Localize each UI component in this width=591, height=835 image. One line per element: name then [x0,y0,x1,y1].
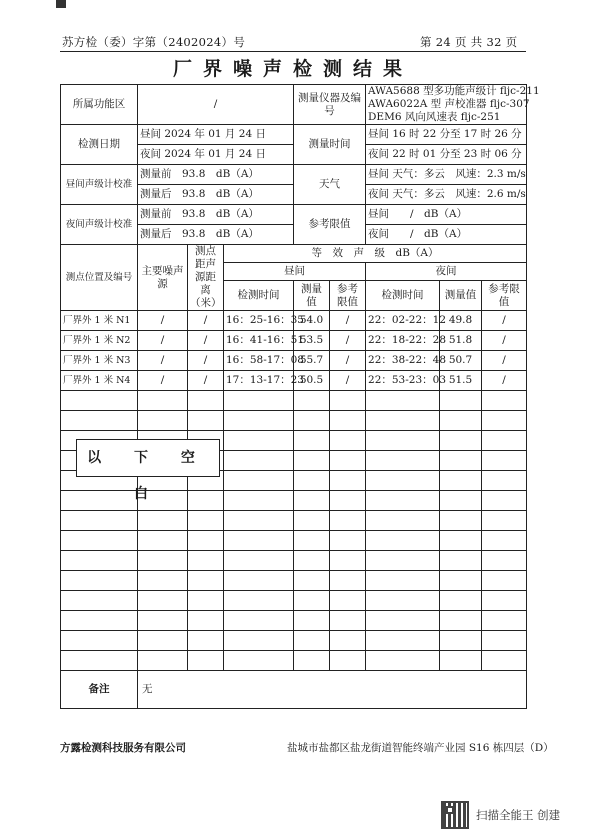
blank-below-stamp: 以 下 空 白 [76,439,220,477]
empty-row [61,531,527,551]
page-title: 厂界噪声检测结果 [172,58,413,80]
func-area-value: / [138,85,294,125]
day-cal-label: 昼间声级计校准 [61,165,138,205]
cell-night-value: 50.7 [440,351,482,371]
empty-row [61,651,527,671]
remark-value: 无 [138,671,527,709]
instrument-item: DEM6 风向风速表 fljc-251 [368,111,501,123]
report-number: 苏方检（委）字第（2402024）号 [62,35,246,49]
row-day-cal-before [61,165,527,185]
cell-night-time: 22：02-22：12 [366,311,440,331]
cell-night-value: 49.8 [440,311,482,331]
page-info: 第 24 页 共 32 页 [420,35,518,49]
cell-distance: / [188,351,224,371]
col-source-header: 主要噪声源 [138,245,188,311]
date-label: 检测日期 [61,125,138,165]
table-row [61,351,527,371]
night-cal-before: 测量前 93.8 dB（A） [138,205,294,225]
footer-address: 盐城市盐都区盐龙街道智能终端产业园 S16 栋四层（D） [287,742,554,754]
cell-night-value: 51.5 [440,371,482,391]
col-night-header: 夜间 [366,263,527,281]
table-row [61,331,527,351]
time-day: 昼间 16 时 22 分至 17 时 26 分 [366,125,527,145]
cell-day-value: 53.5 [294,331,330,351]
cell-source: / [138,371,188,391]
cell-day-value: 50.5 [294,371,330,391]
row-instruments [61,85,527,125]
col-distance-header: 测点距声源距离（米） [188,245,224,311]
cell-source: / [138,311,188,331]
day-cal-after: 测量后 93.8 dB（A） [138,185,294,205]
cell-distance: / [188,331,224,351]
cell-point: 厂界外 1 米 N4 [61,371,138,391]
cell-day-time: 17：13-17：23 [224,371,294,391]
instrument-label: 测量仪器及编号 [294,85,366,125]
time-label: 测量时间 [294,125,366,165]
cell-night-time: 22：53-23：03 [366,371,440,391]
results-header-row-1 [61,245,527,263]
header-rule [60,51,526,52]
cell-day-limit: / [330,331,366,351]
limit-label: 参考限值 [294,205,366,245]
empty-row [61,611,527,631]
instrument-item: AWA5688 型多功能声级计 fljc-211 [368,85,540,97]
col-day-time: 检测时间 [224,281,294,311]
night-cal-after: 测量后 93.8 dB（A） [138,225,294,245]
limit-night: 夜间 / dB（A） [366,225,527,245]
col-point-header: 测点位置及编号 [61,245,138,311]
col-day-header: 昼间 [224,263,366,281]
col-level-header: 等 效 声 级 dB（A） [224,245,527,263]
row-night-cal-before [61,205,527,225]
date-day: 昼间 2024 年 01 月 24 日 [138,125,294,145]
empty-row [61,631,527,651]
time-night: 夜间 22 时 01 分至 23 时 06 分 [366,145,527,165]
cell-night-limit: / [482,311,527,331]
table-row [61,371,527,391]
cell-day-limit: / [330,371,366,391]
instrument-item: AWA6022A 型 声校准器 fljc-307 [368,98,530,110]
cell-distance: / [188,371,224,391]
cell-day-time: 16：58-17：08 [224,351,294,371]
cell-point: 厂界外 1 米 N1 [61,311,138,331]
instrument-list [366,85,540,125]
empty-row [61,491,527,511]
remark-label: 备注 [61,671,138,709]
row-remark [61,671,527,709]
cell-night-limit: / [482,331,527,351]
cell-night-value: 51.8 [440,331,482,351]
corner-mark [56,0,66,8]
cell-day-limit: / [330,311,366,331]
col-night-value: 测量值 [440,281,482,311]
date-night: 夜间 2024 年 01 月 24 日 [138,145,294,165]
scanner-watermark: 扫描全能王 创建 [476,808,561,822]
col-night-time: 检测时间 [366,281,440,311]
qr-code-icon [441,801,469,829]
row-date-day [61,125,527,145]
empty-row [61,551,527,571]
empty-row [61,571,527,591]
cell-day-limit: / [330,351,366,371]
day-cal-before: 测量前 93.8 dB（A） [138,165,294,185]
weather-label: 天气 [294,165,366,205]
empty-row [61,411,527,431]
cell-day-value: 55.7 [294,351,330,371]
limit-day: 昼间 / dB（A） [366,205,527,225]
weather-night: 夜间 天气：多云 风速：2.6 m/s [366,185,527,205]
weather-day: 昼间 天气：多云 风速：2.3 m/s [366,165,527,185]
col-day-value: 测量值 [294,281,330,311]
cell-day-time: 16：25-16：35 [224,311,294,331]
noise-result-table [60,84,540,709]
cell-source: / [138,331,188,351]
col-night-limit: 参考限值 [482,281,527,311]
cell-distance: / [188,311,224,331]
col-day-limit: 参考限值 [330,281,366,311]
cell-point: 厂界外 1 米 N3 [61,351,138,371]
cell-night-limit: / [482,351,527,371]
cell-point: 厂界外 1 米 N2 [61,331,138,351]
cell-day-time: 16：41-16：51 [224,331,294,351]
cell-source: / [138,351,188,371]
empty-row [61,391,527,411]
cell-night-time: 22：38-22：48 [366,351,440,371]
func-area-label: 所属功能区 [61,85,138,125]
footer-company: 方露检测科技服务有限公司 [60,742,186,754]
night-cal-label: 夜间声级计校准 [61,205,138,245]
cell-night-time: 22：18-22：28 [366,331,440,351]
empty-row [61,511,527,531]
cell-night-limit: / [482,371,527,391]
table-row [61,311,527,331]
cell-day-value: 54.0 [294,311,330,331]
empty-row [61,591,527,611]
